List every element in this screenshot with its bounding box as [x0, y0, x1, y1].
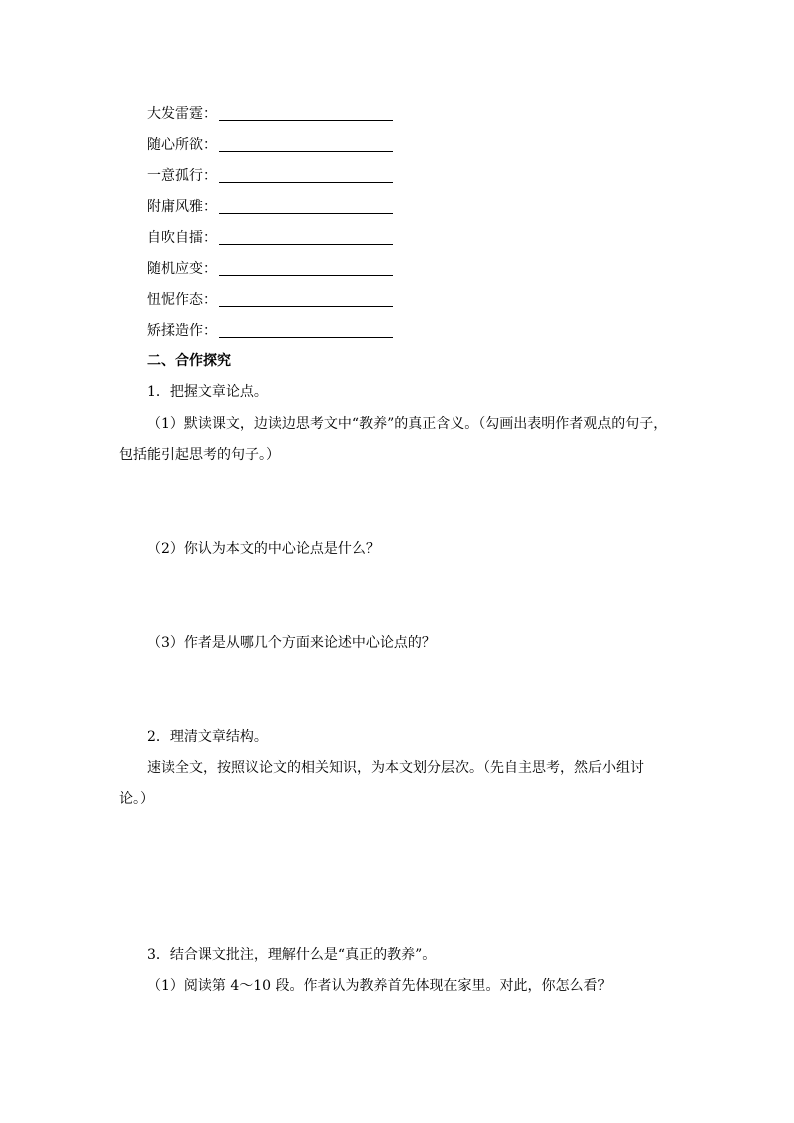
- question-1-sub2: （2）你认为本文的中心论点是什么？: [147, 541, 380, 557]
- vocab-item: [147, 135, 393, 155]
- answer-blank[interactable]: [219, 321, 393, 338]
- vocab-term: 随心所欲：: [147, 137, 217, 153]
- vocab-term: 随机应变：: [147, 261, 217, 277]
- question-1-sub1-line2: 包括能引起思考的句子。）: [119, 447, 280, 463]
- vocab-term: 附庸风雅：: [147, 199, 217, 215]
- question-2-title: 2．理清文章结构。: [147, 729, 268, 745]
- answer-blank[interactable]: [219, 259, 393, 276]
- vocab-term: 大发雷霆：: [147, 106, 217, 122]
- question-1-title: 1．把握文章论点。: [147, 384, 268, 400]
- question-2-body-line1: 速读全文，按照议论文的相关知识，为本文划分层次。（先自主思考，然后小组讨: [147, 760, 644, 776]
- vocab-term: 自吹自擂：: [147, 230, 217, 246]
- answer-blank[interactable]: [219, 104, 393, 121]
- vocab-item: [147, 228, 393, 248]
- vocab-term: 矫揉造作：: [147, 323, 217, 339]
- vocab-item: [147, 104, 393, 124]
- vocab-term: 忸怩作态：: [147, 292, 217, 308]
- vocab-item: [147, 290, 393, 310]
- answer-blank[interactable]: [219, 166, 393, 183]
- question-1-sub3: （3）作者是从哪几个方面来论述中心论点的？: [147, 635, 436, 651]
- question-2-body-line2: 论。）: [119, 791, 154, 807]
- question-1-sub1-line1: （1）默读课文，边读边思考文中“教养”的真正含义。（勾画出表明作者观点的句子，: [147, 416, 668, 432]
- vocab-item: [147, 259, 393, 279]
- vocab-item: [147, 321, 393, 341]
- vocab-item: [147, 197, 393, 217]
- vocab-term: 一意孤行：: [147, 168, 217, 184]
- question-3-sub1: （1）阅读第 4～10 段。作者认为教养首先体现在家里。对此，你怎么看？: [147, 978, 612, 994]
- answer-blank[interactable]: [219, 135, 393, 152]
- answer-blank[interactable]: [219, 197, 393, 214]
- answer-blank[interactable]: [219, 228, 393, 245]
- answer-blank[interactable]: [219, 290, 393, 307]
- section-heading: 二、合作探究: [147, 353, 231, 369]
- vocab-item: [147, 166, 393, 186]
- question-3-title: 3．结合课文批注，理解什么是“真正的教养”。: [147, 947, 437, 963]
